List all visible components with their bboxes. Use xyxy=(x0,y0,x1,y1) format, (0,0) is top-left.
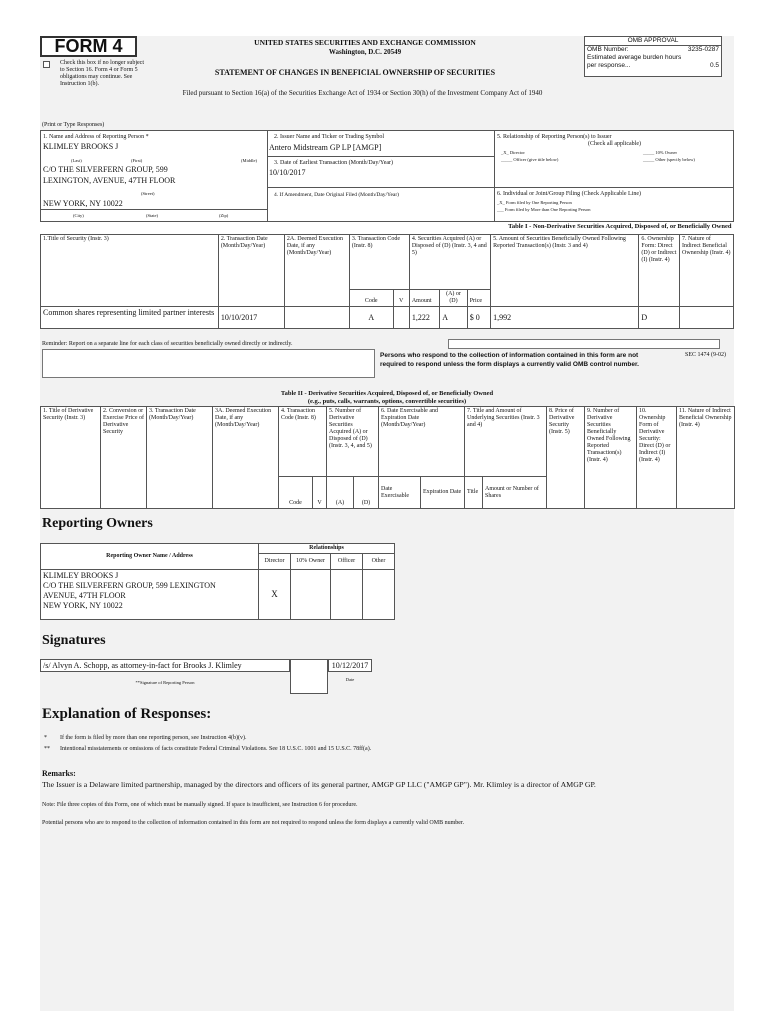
t2-h-title: 1. Title of Derivative Security (Instr. 3) xyxy=(41,407,101,509)
t2-h-d: (D) xyxy=(354,477,379,509)
t1-h-code-sub: Code xyxy=(349,289,393,306)
t1-h-deemed: 2A. Deemed Execution Date, if any (Month/Day/Year) xyxy=(284,234,349,306)
remarks-text: The Issuer is a Delaware limited partnership, managed by the directors and officers of its general partner, AMGP GP LLC ("AMGP GP"). Mr. Klimley is a director of AMGP GP. xyxy=(42,780,596,789)
reporting-address-2: LEXINGTON, AVENUE, 47TH FLOOR xyxy=(43,176,176,185)
box4-label: 4. If Amendment, Date Original Filed (Month/Day/Year) xyxy=(274,192,400,198)
owner-address-1: C/O THE SILVERFERN GROUP, 599 LEXINGTON xyxy=(43,581,216,590)
reporting-person-name: KLIMLEY BROOKS J xyxy=(43,142,119,151)
t1-h-title: 1.Title of Security (Instr. 3) xyxy=(41,234,219,306)
t2-h-v: V xyxy=(313,477,327,509)
reminder-left-box xyxy=(42,349,375,378)
table2-title: Table II - Derivative Securities Acquired, Disposed of, or Beneficially Owned xyxy=(280,390,494,397)
t2-h-date: 3. Transaction Date (Month/Day/Year) xyxy=(147,407,213,509)
t1-h-price: Price xyxy=(467,289,490,306)
owners-col-name: Reporting Owner Name / Address xyxy=(41,544,259,570)
form-title-box xyxy=(40,36,137,57)
box5-sub: (Check all applicable) xyxy=(588,141,641,147)
signature-date: 10/12/2017 xyxy=(331,661,369,670)
explanation-heading: Explanation of Responses: xyxy=(42,706,212,722)
box2-label: 2. Issuer Name and Ticker or Trading Symbol xyxy=(274,134,384,140)
t1-row-title: Common shares representing limited partner interests xyxy=(41,306,219,328)
last-label: (Last) xyxy=(71,158,82,163)
signature-spacer-box xyxy=(290,659,328,694)
t2-h-exp: Expiration Date xyxy=(421,477,465,509)
city-label: (City) xyxy=(73,213,84,218)
t1-row-owned: 1,992 xyxy=(491,306,639,328)
note2-text: Intentional misstatements or omissions of facts constitute Federal Criminal Violations. See 18 U.S.C. 1001 and 15 U.S.C. 78ff(a). xyxy=(60,746,372,752)
t2-h-title-sub: Title xyxy=(465,477,483,509)
director-option: _X_ Director xyxy=(501,150,525,155)
t2-h-a: (A) xyxy=(327,477,354,509)
t1-row-amount: 1,222 xyxy=(409,306,439,328)
filed-pursuant: Filed pursuant to Section 16(a) of the Securities Exchange Act of 1934 or Section 30(h) of the Investment Company Act of 1940 xyxy=(182,89,543,97)
t1-row-code: A xyxy=(349,306,393,328)
potential-persons: Potential persons who are to respond to the collection of information contained in this form are not required to respond unless the form displays a currently valid OMB number. xyxy=(42,820,465,826)
t2-h-code-sub: Code xyxy=(279,477,313,509)
box1-label: 1. Name and Address of Reporting Person * xyxy=(43,134,149,140)
t1-h-form: 6. Ownership Form: Direct (D) or Indirect (I) (Instr. 4) xyxy=(639,234,680,306)
t1-h-v: V xyxy=(393,289,409,306)
note2-mark: ** xyxy=(44,746,50,752)
t2-h-date-ex: Date Exercisable xyxy=(379,477,421,509)
t2-h-conversion: 2. Conversion or Exercise Price of Derivative Security xyxy=(101,407,147,509)
reporting-address-1: C/O THE SILVERFERN GROUP, 599 xyxy=(43,165,168,174)
omb-per-response-label: per response... xyxy=(587,62,631,69)
owners-relationships: Relationships xyxy=(259,544,395,554)
table1-title: Table I - Non-Derivative Securities Acquired, Disposed of, or Beneficially Owned xyxy=(508,223,732,230)
table1-non-derivative xyxy=(40,222,734,329)
box6-option-2: ___ Form filed by More than One Reporting Person xyxy=(497,207,591,212)
signature-text: /s/ Alvyn A. Schopp, as attorney-in-fact for Brooks J. Klimley xyxy=(43,661,242,670)
t2-h-amount-shares: Amount or Number of Shares xyxy=(483,477,547,509)
t1-h-date: 2. Transaction Date (Month/Day/Year) xyxy=(218,234,284,306)
no-longer-subject-checkbox[interactable] xyxy=(43,61,50,68)
t2-h-form: 10. Ownership Form of Derivative Security: Direct (D) or Indirect (I) (Instr. 4) xyxy=(637,407,677,509)
earliest-transaction-date: 10/10/2017 xyxy=(269,168,306,177)
owners-col-officer: Officer xyxy=(331,554,363,570)
first-label: (First) xyxy=(131,158,143,163)
print-type: (Print or Type Responses) xyxy=(42,122,105,128)
reminder-right-box xyxy=(448,339,720,349)
officer-option: _____ Officer (give title below) xyxy=(501,157,559,162)
t2-h-number: 5. Number of Derivative Securities Acquired (A) or Disposed of (D) (Instr. 3, 4, and 5) xyxy=(327,407,379,477)
zip-label: (Zip) xyxy=(219,213,229,218)
check-box-label: Check this box if no longer subject to Section 16. Form 4 or Form 5 obligations may continue. See Instruction 1(b). xyxy=(60,60,144,87)
reporting-city-line: NEW YORK, NY 10022 xyxy=(43,199,123,208)
t2-h-code: 4. Transaction Code (Instr. 8) xyxy=(279,407,327,477)
t1-row-date: 10/10/2017 xyxy=(218,306,284,328)
reminder-text: Reminder: Report on a separate line for each class of securities beneficially owned directly or indirectly. xyxy=(42,341,293,347)
omb-title: OMB APPROVAL xyxy=(585,37,721,46)
owner10-option: _____ 10% Owner xyxy=(643,150,677,155)
statement-title: STATEMENT OF CHANGES IN BENEFICIAL OWNERSHIP OF SECURITIES xyxy=(214,68,496,77)
note1-text: If the form is filed by more than one reporting person, see Instruction 4(b)(v). xyxy=(60,735,247,741)
t2-h-number-owned: 9. Number of Derivative Securities Beneficially Owned Following Reported Transaction(s) (Instr. 4) xyxy=(585,407,637,509)
note-copies: Note: File three copies of this Form, one of which must be manually signed. If space is insufficient, see Instruction 6 for procedure. xyxy=(42,802,358,808)
signature-date-box xyxy=(328,659,372,672)
street-label: (Street) xyxy=(141,191,155,196)
persons-notice: Persons who respond to the collection of information contained in this form are not required to respond unless the form displays a currently valid OMB control number. xyxy=(380,352,639,368)
reporting-person-section xyxy=(40,130,734,222)
t2-h-price: 8. Price of Derivative Security (Instr. 5) xyxy=(547,407,585,509)
box3-label: 3. Date of Earliest Transaction (Month/Day/Year) xyxy=(274,160,394,166)
reporting-owners-table xyxy=(40,543,395,620)
signatures-heading: Signatures xyxy=(42,633,106,648)
omb-number-label: OMB Number: xyxy=(587,46,629,53)
t1-row-price: $ 0 xyxy=(467,306,490,328)
owner-address-2: AVENUE, 47TH FLOOR xyxy=(43,591,126,600)
sec-number: SEC 1474 (9-02) xyxy=(685,352,726,358)
owner-name: KLIMLEY BROOKS J xyxy=(43,571,119,580)
t1-h-nature: 7. Nature of Indirect Beneficial Ownership (Instr. 4) xyxy=(680,234,734,306)
reporting-owners-heading: Reporting Owners xyxy=(42,516,153,531)
issuer-name: Antero Midstream GP LP [AMGP] xyxy=(269,143,382,152)
owner-director-mark: X xyxy=(259,570,291,620)
t1-row-form: D xyxy=(639,306,680,328)
table-row xyxy=(41,570,395,620)
omb-number: 3235-0287 xyxy=(687,46,719,53)
middle-label: (Middle) xyxy=(241,158,257,163)
box6-label: 6. Individual or Joint/Group Filing (Check Applicable Line) xyxy=(497,191,641,197)
agency-city: Washington, D.C. 20549 xyxy=(328,48,402,56)
omb-burden-label: Estimated average burden hours xyxy=(587,54,682,61)
t2-h-deemed: 3A. Deemed Execution Date, if any (Month/Day/Year) xyxy=(213,407,279,509)
t1-row-aord: A xyxy=(440,306,467,328)
omb-per-response: 0.5 xyxy=(709,62,719,69)
signature-label: **Signature of Reporting Person xyxy=(135,680,195,685)
t1-h-owned: 5. Amount of Securities Beneficially Owned Following Reported Transaction(s) (Instr. 3 and 4) xyxy=(491,234,639,306)
omb-approval-box xyxy=(584,36,722,77)
t2-h-nature: 11. Nature of Indirect Beneficial Ownership (Instr. 4) xyxy=(677,407,735,509)
t1-h-amount: Amount xyxy=(409,289,439,306)
signature-box xyxy=(40,659,290,672)
table-row xyxy=(41,306,734,328)
form-title: FORM 4 xyxy=(54,36,123,56)
owners-col-10pct: 10% Owner xyxy=(291,554,331,570)
box6-option-1: _X_ Form filed by One Reporting Person xyxy=(497,200,572,205)
t1-h-acquired: 4. Securities Acquired (A) or Disposed of (D) (Instr. 3, 4 and 5) xyxy=(409,234,490,289)
owners-col-director: Director xyxy=(259,554,291,570)
t1-h-code: 3. Transaction Code (Instr. 8) xyxy=(349,234,409,289)
owners-col-other: Other xyxy=(363,554,395,570)
t2-h-underlying: 7. Title and Amount of Underlying Securities (Instr. 3 and 4) xyxy=(465,407,547,477)
note1-mark: * xyxy=(44,735,47,741)
box5-label: 5. Relationship of Reporting Person(s) to Issuer xyxy=(497,134,612,140)
state-label: (State) xyxy=(146,213,158,218)
t1-h-aord: (A) or (D) xyxy=(440,289,467,306)
signature-date-label: Date xyxy=(345,677,355,682)
agency-name: UNITED STATES SECURITIES AND EXCHANGE COMMISSION xyxy=(254,38,476,47)
remarks-label: Remarks: xyxy=(42,769,76,778)
t2-h-exercisable: 6. Date Exercisable and Expiration Date (Month/Day/Year) xyxy=(379,407,465,477)
table2-derivative xyxy=(40,406,735,509)
table2-subtitle: (e.g., puts, calls, warrants, options, convertible securities) xyxy=(307,398,467,405)
owner-address-3: NEW YORK, NY 10022 xyxy=(43,601,123,610)
other-option: _____ Other (specify below) xyxy=(643,157,695,162)
